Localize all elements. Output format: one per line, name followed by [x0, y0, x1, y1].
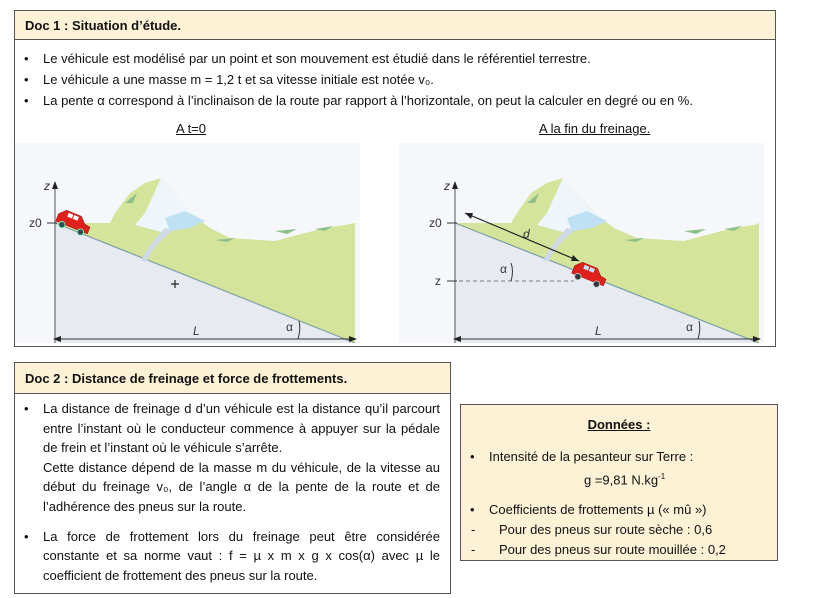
doc2-bullet-2: • La force de frottement lors du freinage peut être considérée constante et sa norme vaut : f = µ x m x g x cos(α) avec µ le coefficient de frottement des pneus sur la route. — [15, 527, 450, 586]
angle-label: α — [686, 320, 693, 334]
gravity-label: Intensité de la pesanteur sur Terre : — [489, 449, 694, 464]
doc2-bullets — [15, 399, 450, 585]
doc1-bullet: • Le véhicule a une masse m = 1,2 t et sa vitesse initiale est notée v₀. — [15, 69, 775, 90]
doc2-bullet-1-continuation: Cette distance dépend de la masse m du véhicule, de la vitesse au début du freinage v₀, de l’angle α de la pente de la route et de l’adhérence des pneus sur la route. — [43, 459, 440, 514]
donnees-title: Données : — [587, 417, 651, 432]
figure-right — [399, 143, 764, 343]
donnees-list — [461, 447, 777, 560]
doc1-bullet: • Le véhicule est modélisé par un point et son mouvement est étudié dans le référentiel terrestre. — [15, 48, 775, 69]
doc2-bullet-1-text: La distance de freinage d d’un véhicule est la distance qu’il parcourt entre l’instant où le conducteur commence à appuyer sur la pédale de frein et l’instant où le véhicule s’arrête. — [43, 401, 440, 456]
friction-label: Coefficients de frottements µ (« mû ») — [489, 502, 707, 518]
z-axis-label: z — [444, 179, 450, 193]
length-label: L — [193, 324, 200, 338]
figure-left — [15, 143, 360, 343]
donnees-gravity — [461, 447, 777, 490]
donnees-friction — [461, 500, 777, 560]
z-label: z — [435, 274, 441, 288]
z0-label: z0 — [429, 216, 442, 230]
friction-item-dry: - Pour des pneus sur route sèche : 0,6 — [461, 520, 777, 540]
length-label: L — [595, 324, 602, 338]
doc1-bullets — [15, 48, 775, 111]
gravity-value: g =9,81 N.kg — [584, 472, 659, 488]
doc2-box — [14, 362, 451, 594]
angle-label: α — [286, 320, 293, 334]
donnees-box — [460, 404, 778, 561]
doc1-header — [15, 11, 775, 40]
doc1-bullet: • La pente α correspond à l’inclinaison de la route par rapport à l’horizontale, on peut la calculer en degré ou en %. — [15, 90, 775, 111]
distance-label: d — [523, 227, 530, 241]
doc2-bullet-1 — [15, 399, 450, 517]
friction-item-wet: - Pour des pneus sur route mouillée : 0,2 — [461, 540, 777, 560]
gravity-exponent: -1 — [658, 472, 666, 481]
doc1-box — [14, 10, 776, 347]
figure-right-title: A la fin du freinage. — [539, 121, 651, 136]
doc2-title: Doc 2 : Distance de freinage et force de frottements. — [25, 370, 348, 386]
gravity-value-line — [489, 467, 777, 490]
angle-label-mid: α — [500, 262, 507, 276]
z-axis-label: z — [44, 179, 50, 193]
figure-left-title: A t=0 — [176, 121, 206, 136]
doc2-header — [15, 363, 450, 394]
doc1-title: Doc 1 : Situation d’étude. — [25, 17, 182, 33]
z0-label: z0 — [29, 216, 42, 230]
